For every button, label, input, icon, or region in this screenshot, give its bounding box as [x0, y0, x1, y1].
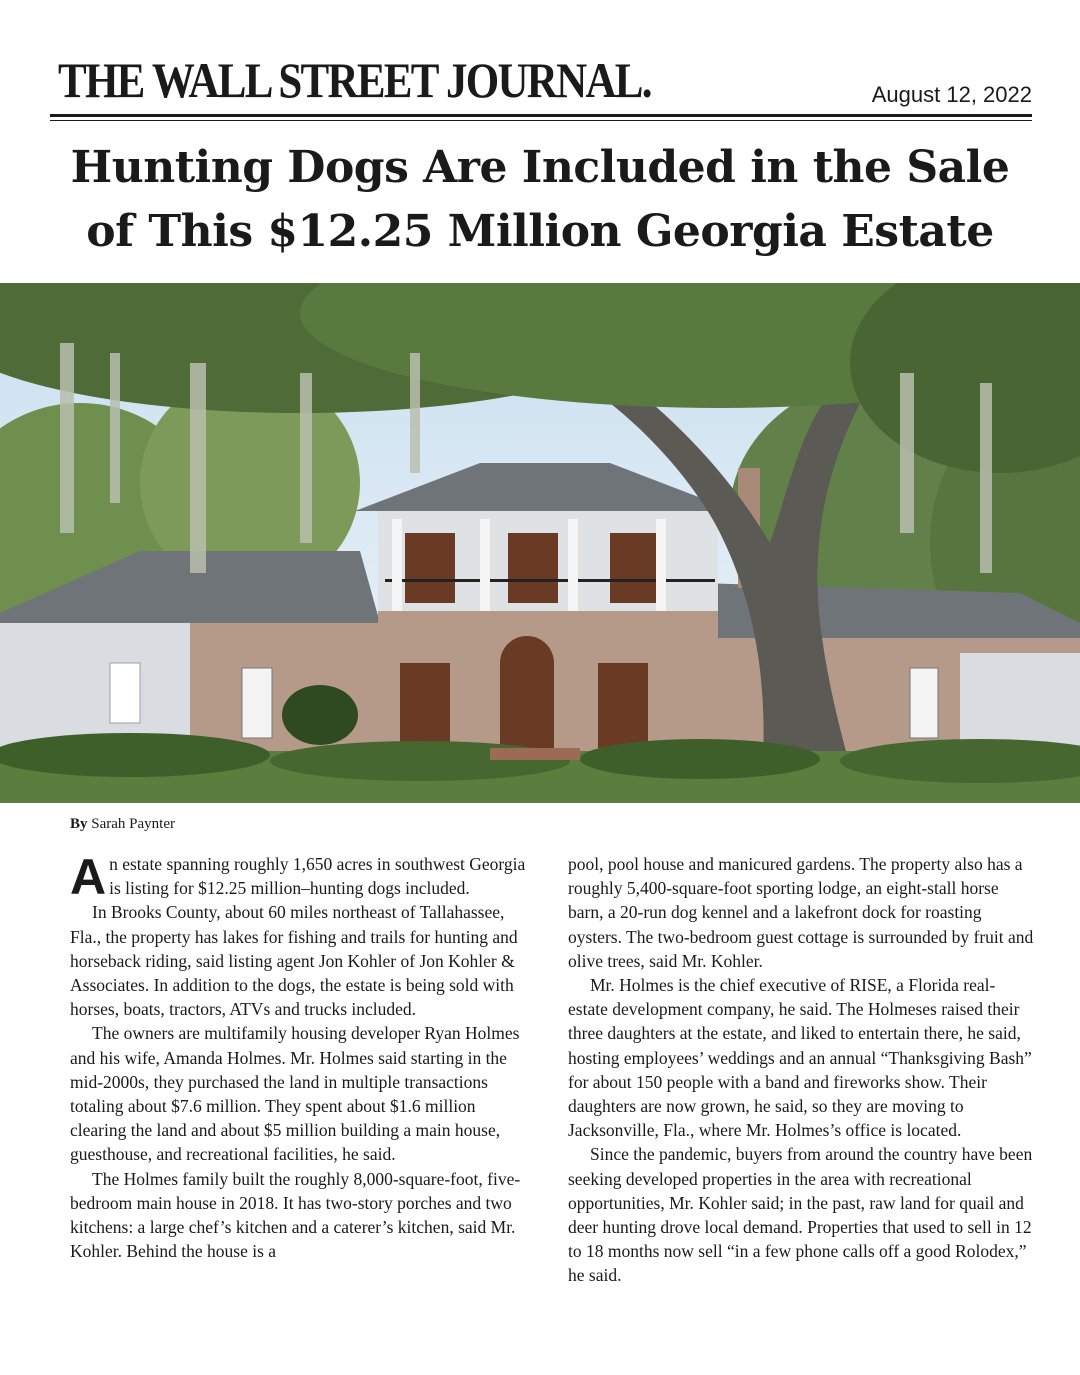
- article-column-left: [70, 849, 536, 1263]
- article-paragraph: Since the pandemic, buyers from around the country have been seeking developed properties in the area with recreational opportunities, Mr. Kohler said; in the past, raw land for quail and deer hunting drove local demand. Properties that used to sell in 12 to 18 months now sell “in a few phone calls off a good Rolodex,” he said.: [568, 1144, 1033, 1286]
- article-paragraph: The owners are multifamily housing developer Ryan Holmes and his wife, Amanda Holmes. Mr. Holmes said starting in the mid-2000s, they purchased the land in multiple transactions totaling about $7.6 million. They spent about $1.6 million clearing the land and about $5 million building a main house, guesthouse, and recreational facilities, he said.: [70, 1023, 520, 1165]
- article-paragraph: [70, 849, 536, 905]
- byline-prefix: By: [70, 816, 88, 832]
- drop-cap: A: [70, 849, 107, 905]
- article-paragraph: In Brooks County, about 60 miles northeast of Tallahassee, Fla., the property has lakes for fishing and trails for hunting and horseback riding, said listing agent Jon Kohler of Jon Kohler & Associates. In addition to the dogs, the estate is being sold with horses, boats, tractors, ATVs and trucks included.: [70, 902, 518, 1020]
- publication-date: August 12, 2022: [871, 82, 1032, 107]
- article-paragraph: The Holmes family built the roughly 8,000-square-foot, five-bedroom main house in 2018. It has two-story porches and two kitchens: a large chef’s kitchen and a caterer’s kitchen, said Mr. Kohler. Behind the house is a: [70, 1168, 521, 1262]
- headline-line-1: Hunting Dogs Are Included in the Sale: [70, 142, 1010, 193]
- masthead-rule: [50, 114, 1032, 117]
- estate-photo-illustration: [0, 283, 1080, 803]
- article-paragraph: Mr. Holmes is the chief executive of RISE, a Florida real-estate development company, he said. The Holmeses raised their three daughters at the estate, and liked to entertain there, he said, hosting employees’ weddings and an annual “Thanksgiving Bash” for about 150 people with a band and fireworks show. Their daughters are now grown, he said, so they are moving to Jacksonville, Fla., where Mr. Holmes’s office is located.: [568, 975, 1032, 1141]
- headline: [20, 136, 1060, 264]
- article-column-right: [568, 852, 1034, 1288]
- paragraph-text: n estate spanning roughly 1,650 acres in southwest Georgia is listing for $12.25 million–hunting dogs included.: [109, 854, 526, 899]
- masthead: [50, 48, 1032, 118]
- article-paragraph: pool, pool house and manicured gardens. The property also has a roughly 5,400-square-foot sporting lodge, an eight-stall horse barn, a 20-run dog kennel and a lakefront dock for roasting oysters. The two-bedroom guest cottage is surrounded by fruit and olive trees, said Mr. Kohler.: [568, 854, 1034, 971]
- headline-line-2: of This $12.25 Million Georgia Estate: [86, 206, 994, 257]
- masthead-rule-thin: [50, 120, 1032, 121]
- estate-photo: [0, 283, 1080, 803]
- byline: [70, 814, 175, 834]
- byline-author: Sarah Paynter: [91, 816, 175, 832]
- masthead-title: THE WALL STREET JOURNAL.: [58, 52, 651, 108]
